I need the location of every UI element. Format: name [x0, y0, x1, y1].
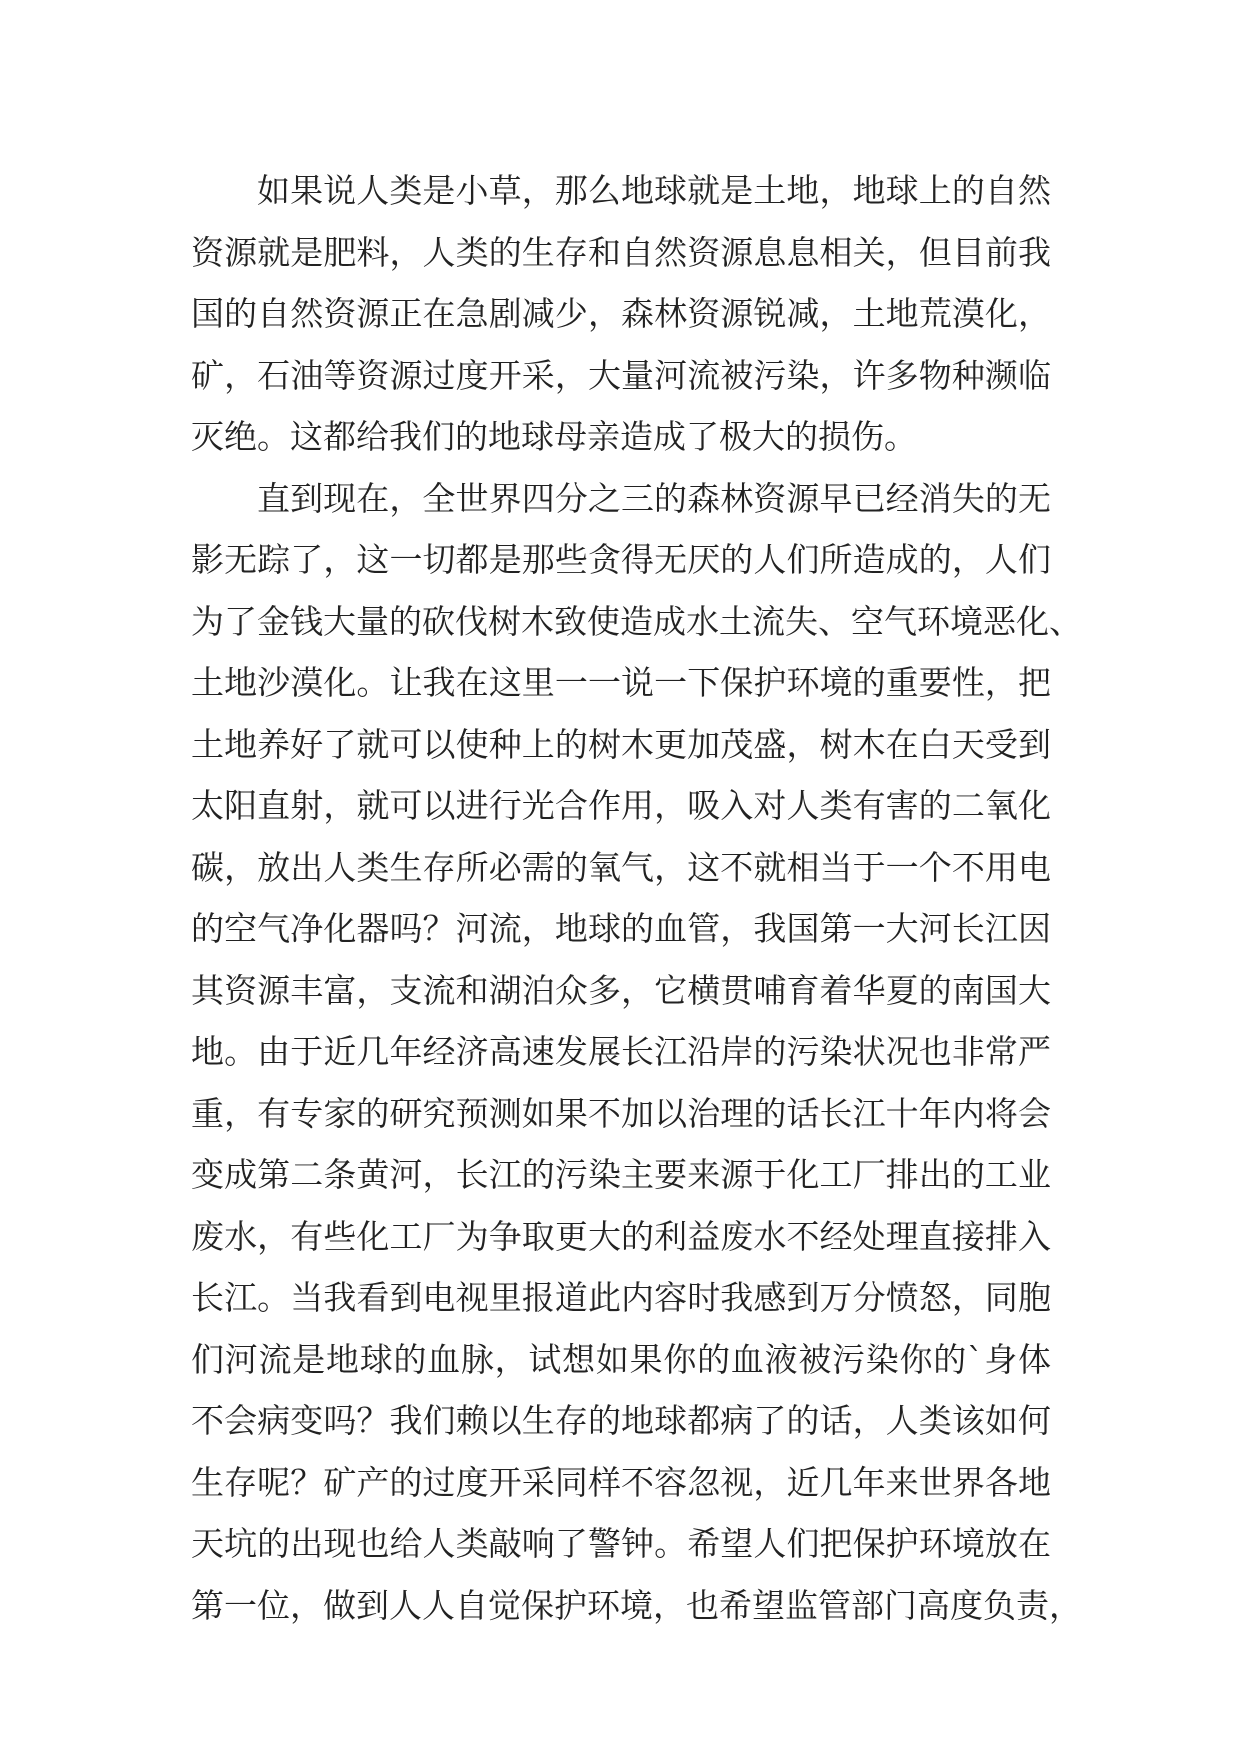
text-line: 影无踪了，这一切都是那些贪得无厌的人们所造成的，人们 — [191, 540, 1051, 579]
text-line: 长江。当我看到电视里报道此内容时我感到万分愤怒，同胞 — [191, 1278, 1051, 1317]
text-line: 土地沙漠化。让我在这里一一说一下保护环境的重要性，把 — [191, 663, 1051, 702]
text-line: 第一位，做到人人自觉保护环境，也希望监管部门高度负责， — [191, 1585, 1082, 1625]
text-line: 废水，有些化工厂为争取更大的利益废水不经处理直接排入 — [191, 1216, 1051, 1256]
paragraph-1 — [191, 160, 1051, 468]
text-line: 碳，放出人类生存所必需的氧气，这不就相当于一个不用电 — [191, 847, 1051, 887]
text-line: 为了金钱大量的砍伐树木致使造成水土流失、空气环境恶化、 — [191, 601, 1082, 641]
text-line: 国的自然资源正在急剧减少，森林资源锐减，土地荒漠化， — [191, 294, 1051, 333]
text-line: 资源就是肥料，人类的生存和自然资源息息相关，但目前我 — [191, 232, 1051, 272]
document-body — [191, 160, 1082, 1636]
text-line: 其资源丰富，支流和湖泊众多，它横贯哺育着华夏的南国大 — [191, 970, 1051, 1010]
text-line: 如果说人类是小草，那么地球就是土地，地球上的自然 — [257, 171, 1051, 210]
text-line: 天坑的出现也给人类敲响了警钟。希望人们把保护环境放在 — [191, 1524, 1051, 1563]
text-line: 的空气净化器吗？河流，地球的血管，我国第一大河长江因 — [191, 909, 1051, 948]
text-line: 灭绝。这都给我们的地球母亲造成了极大的损伤。 — [191, 417, 917, 456]
text-line: 不会病变吗？我们赖以生存的地球都病了的话，人类该如何 — [191, 1401, 1051, 1440]
text-line: 地。由于近几年经济高速发展长江沿岸的污染状况也非常严 — [191, 1032, 1051, 1071]
text-line: 太阳直射，就可以进行光合作用，吸入对人类有害的二氧化 — [191, 786, 1051, 825]
paragraph-2 — [191, 468, 1082, 1637]
text-line: 重，有专家的研究预测如果不加以治理的话长江十年内将会 — [191, 1093, 1051, 1133]
text-line: 矿，石油等资源过度开采，大量河流被污染，许多物种濒临 — [191, 355, 1051, 395]
text-line: 生存呢？矿产的过度开采同样不容忽视，近几年来世界各地 — [191, 1462, 1051, 1502]
text-line: 变成第二条黄河，长江的污染主要来源于化工厂排出的工业 — [191, 1155, 1051, 1194]
text-line: 们河流是地球的血脉，试想如果你的血液被污染你的`身体 — [191, 1339, 1051, 1379]
text-line: 土地养好了就可以使种上的树木更加茂盛，树木在白天受到 — [191, 724, 1051, 764]
text-line: 直到现在，全世界四分之三的森林资源早已经消失的无 — [257, 478, 1051, 518]
